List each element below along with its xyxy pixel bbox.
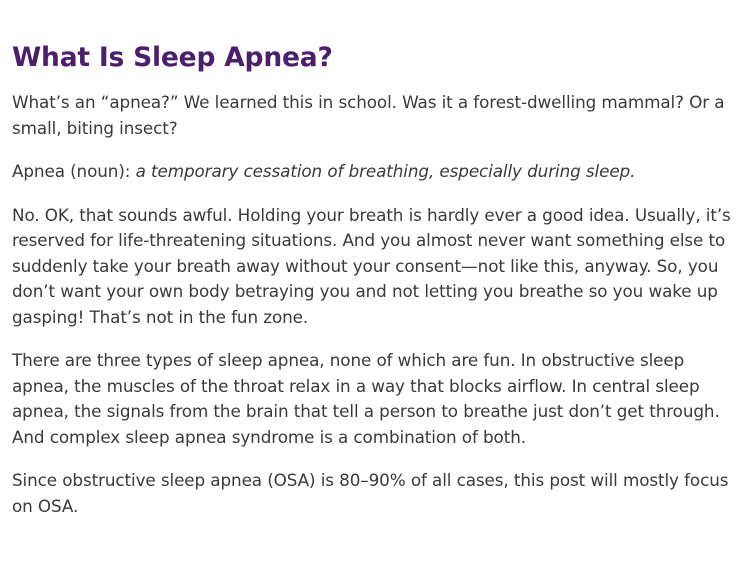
article-body: [12, 40, 742, 537]
paragraph-types: There are three types of sleep apnea, none of which are fun. In obstructive sleep apnea, the muscles of the throat relax in a way that blocks airflow. In central sleep apnea, the signals from the brain that tell a person to breathe just don’t get through. And complex sleep apnea syndrome is a combination of both.: [12, 350, 720, 447]
paragraph-reaction: No. OK, that sounds awful. Holding your breath is hardly ever a good idea. Usually, it’s reserved for life-threatening situations. And you almost never want something else to suddenly take your breath away without your consent—not like this, anyway. So, you don’t want your own body betraying you and not letting you breathe so you wake up gasping! That’s not in the fun zone.: [12, 204, 731, 327]
definition-term: Apnea (noun):: [12, 161, 136, 181]
paragraph-intro: What’s an “apnea?” We learned this in school. Was it a forest-dwelling mammal? Or a small, biting insect?: [12, 92, 725, 138]
definition-text: a temporary cessation of breathing, especially during sleep.: [135, 161, 636, 181]
paragraph-definition: [12, 159, 742, 185]
paragraph-focus: Since obstructive sleep apnea (OSA) is 80–90% of all cases, this post will mostly focus on OSA.: [12, 470, 729, 516]
article-title: What Is Sleep Apnea?: [12, 42, 333, 73]
